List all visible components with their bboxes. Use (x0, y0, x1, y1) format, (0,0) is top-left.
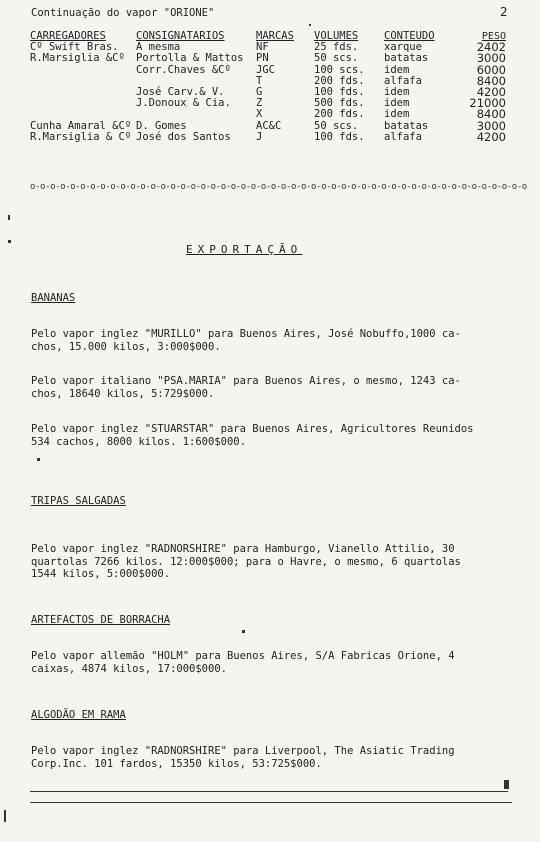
volumes-cell: 500 fds. (314, 97, 365, 110)
content-cell: idem (384, 63, 410, 76)
content-cell: batatas (384, 119, 429, 132)
mark-cell: G (256, 86, 263, 99)
consignee-cell: José dos Santos (136, 130, 231, 143)
export-entry: Pelo vapor inglez "RADNORSHIRE" para Liverpool, The Asiatic Trading Corp.Inc. 101 fardos, 15350 kilos, 53:725$000. (31, 745, 455, 770)
scan-speck (8, 215, 10, 220)
weight-cell: 6000 (476, 62, 506, 77)
volumes-cell: 25 fds. (314, 41, 359, 54)
consignee-cell: J.Donoux & Cia. (136, 97, 231, 110)
table-row (30, 109, 506, 120)
volumes-cell: 50 scs. (314, 119, 359, 132)
scan-speck (309, 24, 311, 26)
continuation-title: Continuação do vapor "ORIONE" (31, 7, 215, 19)
export-entry: Pelo vapor allemão "HOLM" para Buenos Aires, S/A Fabricas Orione, 4 caixas, 4874 kilos, 17:000$000. (31, 650, 455, 675)
column-header-marcas: MARCAS (256, 30, 294, 42)
section-heading-tripas-salgadas: TRIPAS SALGADAS (31, 495, 126, 507)
content-cell: alfafa (384, 74, 422, 87)
consignee-cell: Corr.Chaves &Cº (136, 63, 231, 76)
page-number: 2 (500, 5, 508, 19)
consignee-cell: José Carv.& V. (136, 86, 225, 99)
shipper-cell (30, 65, 136, 76)
consignee-cell: A mesma (136, 41, 181, 54)
column-header-conteudo: CONTEUDO (384, 30, 435, 42)
manifest-table (30, 31, 506, 143)
content-cell: idem (384, 86, 410, 99)
scan-speck (37, 458, 40, 461)
volumes-cell: 100 scs. (314, 63, 365, 76)
volumes-cell: 50 scs. (314, 52, 359, 65)
table-row (30, 132, 506, 143)
content-cell: idem (384, 97, 410, 110)
shipper-cell: R.Marsiglia & Cº (30, 130, 132, 143)
shipper-cell (30, 76, 136, 87)
mark-cell: JGC (256, 63, 275, 76)
mark-cell: T (256, 74, 263, 87)
mark-cell: PN (256, 52, 269, 65)
shipper-cell (30, 98, 136, 109)
scan-speck (4, 810, 6, 822)
mark-cell: AC&C (256, 119, 282, 132)
mark-cell: X (256, 108, 263, 121)
table-row (30, 76, 506, 87)
weight-cell: 3000 (476, 51, 506, 66)
section-heading-algodao-em-rama: ALGODÃO EM RAMA (31, 709, 126, 721)
shipper-cell: Cunha Amaral &Cº (30, 119, 132, 132)
export-title: EXPORTAÇÃO (186, 243, 303, 256)
export-entry: Pelo vapor inglez "RADNORSHIRE" para Hamburgo, Vianello Attilio, 30 quartolas 7266 kilos. 12:000$000; para o Havre, o mesmo, 6 quartolas 1544 kilos, 5:000$000. (31, 543, 461, 580)
mark-cell: Z (256, 97, 263, 110)
consignee-cell (136, 109, 256, 120)
weight-cell: 8400 (476, 107, 506, 122)
weight-cell: 3000 (476, 118, 506, 133)
weight-cell: 21000 (469, 96, 506, 111)
column-header-peso: PESO (481, 31, 506, 42)
shipper-cell: R.Marsiglia &Cº (30, 52, 125, 65)
volumes-cell: 100 fds. (314, 130, 365, 143)
content-cell: alfafa (384, 130, 422, 143)
export-entry: Pelo vapor inglez "MURILLO" para Buenos Aires, José Nobuffo,1000 ca- chos, 15.000 kilos, 3:000$000. (31, 328, 461, 353)
weight-cell: 8400 (476, 73, 506, 88)
table-row (30, 98, 506, 109)
column-header-carregadores: CARREGADORES (30, 30, 106, 42)
scan-speck (8, 240, 11, 243)
mark-cell: J (256, 130, 263, 143)
scan-speck (242, 630, 245, 633)
export-entry: Pelo vapor italiano "PSA.MARIA" para Buenos Aires, o mesmo, 1243 ca- chos, 18640 kilos, 5:729$000. (31, 375, 461, 400)
volumes-cell: 200 fds. (314, 74, 365, 87)
shipper-cell: Cº Swift Bras. (30, 41, 119, 54)
table-row (30, 87, 506, 98)
scan-speck (504, 780, 509, 789)
consignee-cell: Portolla & Mattos (136, 52, 244, 65)
consignee-cell: D. Gomes (136, 119, 187, 132)
weight-cell: 2402 (476, 40, 506, 55)
shipper-cell (30, 87, 136, 98)
bottom-rule (30, 802, 512, 803)
content-cell: idem (384, 108, 410, 121)
export-entry: Pelo vapor inglez "STUARSTAR" para Buenos Aires, Agricultores Reunidos 534 cachos, 8000 kilos. 1:600$000. (31, 423, 474, 448)
shipper-cell (30, 109, 136, 120)
weight-cell: 4200 (476, 85, 506, 100)
column-header-consignatarios: CONSIGNATARIOS (136, 30, 225, 42)
content-cell: xarque (384, 41, 422, 54)
volumes-cell: 200 fds. (314, 108, 365, 121)
content-cell: batatas (384, 52, 429, 65)
weight-cell: 4200 (476, 129, 506, 144)
table-row (30, 65, 506, 76)
table-row (30, 53, 506, 64)
dotted-divider: o-o-o-o-o-o-o-o-o-o-o-o-o-o-o-o-o-o-o-o-o-o-o-o-o-o-o-o-o-o-o-o-o-o-o-o-o-o-o-o-o-o-o-o-o-o-o-o-o-o (30, 182, 527, 192)
bottom-rule (30, 791, 508, 792)
column-header-volumes: VOLUMES (314, 30, 359, 42)
mark-cell: NF (256, 41, 269, 54)
section-heading-artefactos-de-borracha: ARTEFACTOS DE BORRACHA (31, 614, 171, 626)
section-heading-bananas: BANANAS (31, 292, 76, 304)
volumes-cell: 100 fds. (314, 86, 365, 99)
